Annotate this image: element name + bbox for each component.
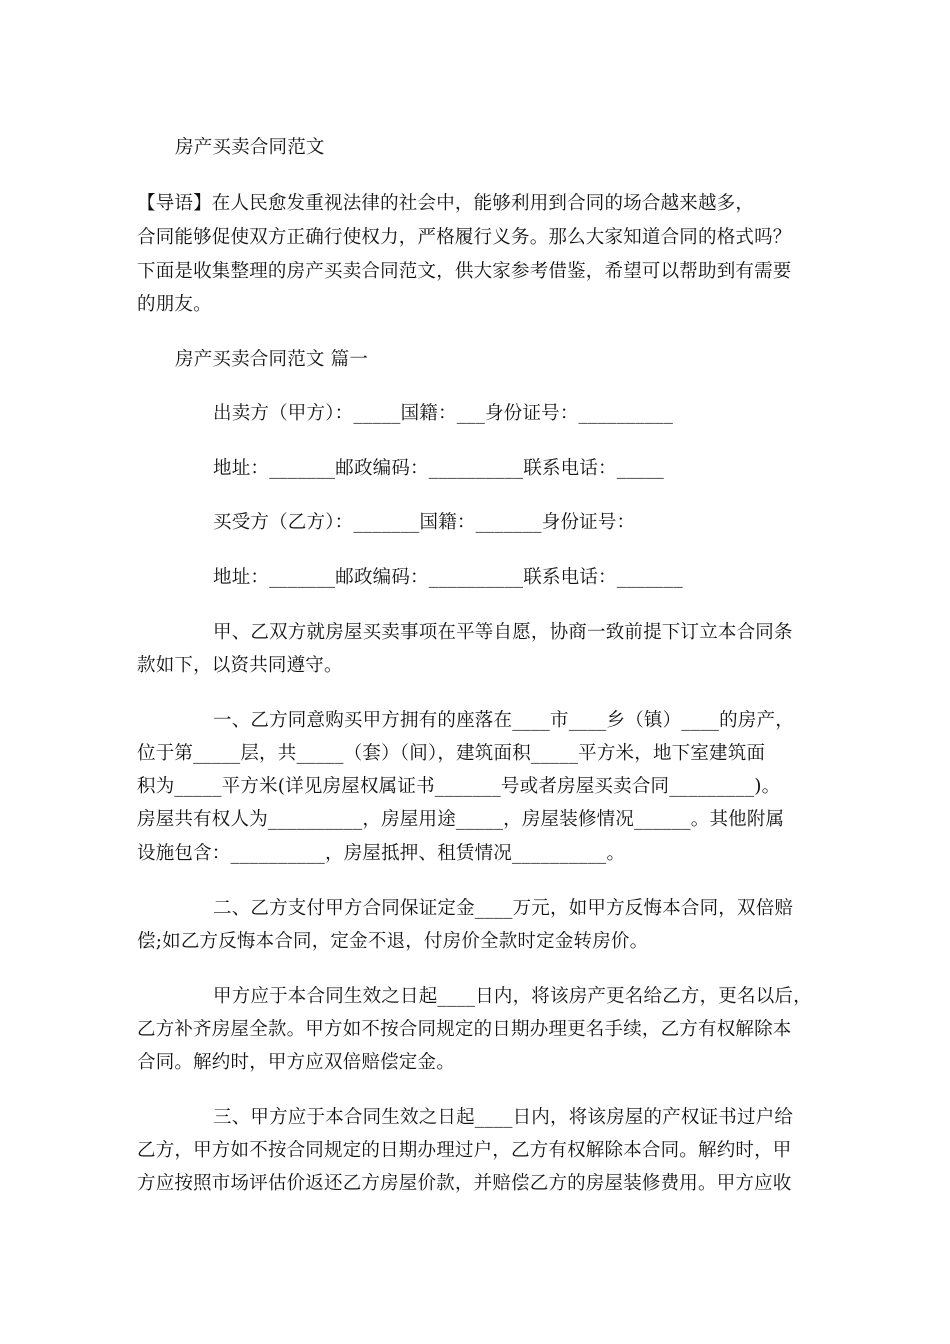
- seller-line: 出卖方（甲方）：_____国籍：___身份证号：__________: [213, 403, 674, 424]
- clause1-line-4: 房屋共有权人为__________，房屋用途_____，房屋装修情况______。其他附属: [137, 809, 785, 830]
- clause1-line-1: 一、乙方同意购买甲方拥有的座落在____市____乡（镇）____的房产，: [213, 710, 794, 731]
- intro-line-1: 【导语】在人民愈发重视法律的社会中，能够利用到合同的场合越来越多，: [137, 193, 755, 214]
- clause3-line-1: 三、甲方应于本合同生效之日起____日内，将该房屋的产权证书过户给: [213, 1107, 794, 1128]
- clause2-line-1: 二、乙方支付甲方合同保证定金____万元，如甲方反悔本合同，双倍赔: [213, 898, 794, 919]
- clause2b-line-2: 乙方补齐房屋全款。甲方如不按合同规定的日期办理更名手续，乙方有权解除本: [137, 1019, 792, 1040]
- seller-address-line: 地址：_______邮政编码：__________联系电话：_____: [213, 458, 665, 479]
- clause1-line-3: 积为_____平方米(详见房屋权属证书_______号或者房屋买卖合同_________)。: [137, 776, 781, 797]
- clause2b-line-3: 合同。解约时，甲方应双倍赔偿定金。: [137, 1052, 455, 1073]
- buyer-address-line: 地址：_______邮政编码：__________联系电话：_______: [213, 567, 683, 588]
- section-title: 房产买卖合同范文 篇一: [175, 349, 369, 370]
- buyer-line: 买受方（乙方）：_______国籍：_______身份证号：: [213, 512, 636, 533]
- clause3-line-3: 方应按照市场评估价返还乙方房屋价款，并赔偿乙方的房屋装修费用。甲方应收: [137, 1173, 792, 1194]
- agreement-line-1: 甲、乙双方就房屋买卖事项在平等自愿，协商一致前提下订立本合同条: [213, 622, 793, 643]
- agreement-line-2: 款如下，以资共同遵守。: [137, 655, 343, 676]
- intro-line-2: 合同能够促使双方正确行使权力，严格履行义务。那么大家知道合同的格式吗？: [137, 227, 792, 248]
- clause1-line-5: 设施包含：__________，房屋抵押、租赁情况__________。: [137, 843, 626, 864]
- intro-line-3: 下面是收集整理的房产买卖合同范文，供大家参考借鉴，希望可以帮助到有需要: [137, 261, 792, 282]
- clause3-line-2: 乙方，甲方如不按合同规定的日期办理过户，乙方有权解除本合同。解约时，甲: [137, 1140, 792, 1161]
- clause2-line-2: 偿;如乙方反悔本合同，定金不退，付房价全款时定金转房价。: [137, 931, 649, 952]
- clause1-line-2: 位于第_____层，共_____（套）（间），建筑面积_____平方米，地下室建筑面: [137, 743, 766, 764]
- clause2b-line-1: 甲方应于本合同生效之日起____日内，将该房产更名给乙方，更名以后，: [213, 986, 812, 1007]
- document-title: 房产买卖合同范文: [175, 137, 325, 158]
- intro-line-4: 的朋友。: [137, 294, 212, 315]
